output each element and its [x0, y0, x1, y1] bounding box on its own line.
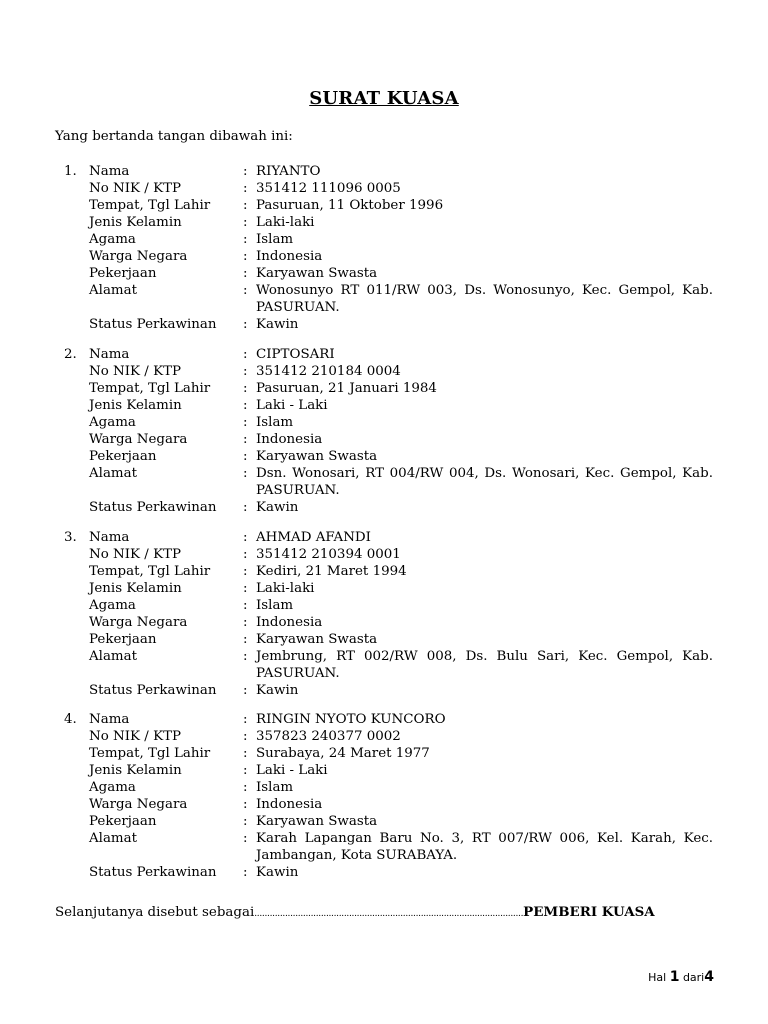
field-label-status: Status Perkawinan — [89, 317, 217, 332]
field-row-nik — [0, 363, 768, 380]
field-row-nama — [0, 529, 768, 546]
field-row-alamat — [0, 465, 768, 499]
field-colon: : — [243, 831, 248, 846]
field-colon: : — [243, 215, 248, 230]
field-row-nama — [0, 711, 768, 728]
field-row-alamat — [0, 648, 768, 682]
field-label-ttl: Tempat, Tgl Lahir — [89, 381, 211, 396]
field-value-pekerjaan: Karyawan Swasta — [256, 814, 378, 829]
field-label-agama: Agama — [89, 232, 136, 247]
person-number: 1. — [64, 164, 77, 179]
field-colon: : — [243, 763, 248, 778]
field-row-wn — [0, 796, 768, 813]
field-value-alamat: Karah Lapangan Baru No. 3, RT 007/RW 006, Kel. Karah, Kec. Jambangan, Kota SURABAYA. — [256, 831, 713, 863]
field-row-nama — [0, 163, 768, 180]
field-value-nama: AHMAD AFANDI — [256, 530, 371, 545]
field-label-alamat: Alamat — [89, 283, 137, 298]
field-row-status — [0, 499, 768, 516]
field-colon: : — [243, 466, 248, 481]
field-colon: : — [243, 729, 248, 744]
document-title: SURAT KUASA — [309, 88, 459, 109]
field-row-nama — [0, 346, 768, 363]
field-value-jk: Laki-laki — [256, 215, 315, 230]
field-value-nik: 357823 240377 0002 — [256, 729, 401, 744]
field-value-status: Kawin — [256, 865, 299, 880]
field-label-status: Status Perkawinan — [89, 865, 217, 880]
field-row-jk — [0, 397, 768, 414]
pemberi-kuasa-label: PEMBERI KUASA — [523, 904, 655, 920]
field-value-jk: Laki - Laki — [256, 763, 328, 778]
field-row-ttl — [0, 745, 768, 762]
field-label-nik: No NIK / KTP — [89, 181, 182, 196]
field-colon: : — [243, 317, 248, 332]
field-colon: : — [243, 249, 248, 264]
field-label-alamat: Alamat — [89, 831, 137, 846]
field-value-nama: RINGIN NYOTO KUNCORO — [256, 712, 446, 727]
field-value-jk: Laki - Laki — [256, 398, 328, 413]
field-colon: : — [243, 364, 248, 379]
field-colon: : — [243, 581, 248, 596]
field-value-pekerjaan: Karyawan Swasta — [256, 632, 378, 647]
field-colon: : — [243, 615, 248, 630]
field-label-pekerjaan: Pekerjaan — [89, 449, 157, 464]
field-row-alamat — [0, 830, 768, 864]
field-label-pekerjaan: Pekerjaan — [89, 814, 157, 829]
person-number: 4. — [64, 712, 77, 727]
field-row-alamat — [0, 282, 768, 316]
field-label-nama: Nama — [89, 347, 130, 362]
field-value-alamat: Dsn. Wonosari, RT 004/RW 004, Ds. Wonosari, Kec. Gempol, Kab. PASURUAN. — [256, 466, 713, 498]
field-value-agama: Islam — [256, 598, 294, 613]
intro-text: Yang bertanda tangan dibawah ini: — [55, 129, 293, 144]
field-value-wn: Indonesia — [256, 432, 323, 447]
field-label-wn: Warga Negara — [89, 432, 188, 447]
field-label-agama: Agama — [89, 598, 136, 613]
field-colon: : — [243, 649, 248, 664]
field-value-ttl: Pasuruan, 21 Januari 1984 — [256, 381, 437, 396]
person-block — [0, 346, 768, 516]
field-colon: : — [243, 415, 248, 430]
field-value-agama: Islam — [256, 232, 294, 247]
field-value-nama: RIYANTO — [256, 164, 321, 179]
field-colon: : — [243, 712, 248, 727]
field-label-jk: Jenis Kelamin — [89, 763, 182, 778]
field-colon: : — [243, 683, 248, 698]
field-colon: : — [243, 164, 248, 179]
field-row-pekerjaan — [0, 265, 768, 282]
field-colon: : — [243, 530, 248, 545]
field-colon: : — [243, 432, 248, 447]
field-row-status — [0, 316, 768, 333]
field-label-nik: No NIK / KTP — [89, 729, 182, 744]
field-value-ttl: Surabaya, 24 Maret 1977 — [256, 746, 430, 761]
field-value-status: Kawin — [256, 683, 299, 698]
field-colon: : — [243, 232, 248, 247]
field-colon: : — [243, 283, 248, 298]
field-row-pekerjaan — [0, 631, 768, 648]
field-label-ttl: Tempat, Tgl Lahir — [89, 746, 211, 761]
page-number — [648, 969, 714, 985]
field-label-wn: Warga Negara — [89, 615, 188, 630]
field-row-ttl — [0, 380, 768, 397]
field-colon: : — [243, 449, 248, 464]
field-label-wn: Warga Negara — [89, 249, 188, 264]
field-row-nik — [0, 546, 768, 563]
field-label-nik: No NIK / KTP — [89, 364, 182, 379]
field-colon: : — [243, 266, 248, 281]
field-colon: : — [243, 181, 248, 196]
field-value-wn: Indonesia — [256, 615, 323, 630]
person-number: 2. — [64, 347, 77, 362]
field-row-nik — [0, 180, 768, 197]
field-label-agama: Agama — [89, 780, 136, 795]
field-colon: : — [243, 198, 248, 213]
person-block — [0, 163, 768, 333]
field-row-status — [0, 682, 768, 699]
field-label-jk: Jenis Kelamin — [89, 581, 182, 596]
field-value-ttl: Kediri, 21 Maret 1994 — [256, 564, 407, 579]
field-label-nama: Nama — [89, 530, 130, 545]
field-colon: : — [243, 381, 248, 396]
field-colon: : — [243, 347, 248, 362]
field-label-agama: Agama — [89, 415, 136, 430]
field-row-agama — [0, 597, 768, 614]
field-row-ttl — [0, 197, 768, 214]
dari-label: dari — [682, 971, 705, 984]
field-colon: : — [243, 814, 248, 829]
field-value-nik: 351412 210184 0004 — [256, 364, 401, 379]
field-row-agama — [0, 414, 768, 431]
field-label-alamat: Alamat — [89, 649, 137, 664]
field-row-agama — [0, 231, 768, 248]
field-value-alamat: Jembrung, RT 002/RW 008, Ds. Bulu Sari, Kec. Gempol, Kab. PASURUAN. — [256, 649, 713, 681]
current-page: 1 — [669, 969, 680, 985]
field-row-pekerjaan — [0, 448, 768, 465]
field-row-jk — [0, 214, 768, 231]
field-value-alamat: Wonosunyo RT 011/RW 003, Ds. Wonosunyo, Kec. Gempol, Kab. PASURUAN. — [256, 283, 713, 315]
field-label-jk: Jenis Kelamin — [89, 215, 182, 230]
field-colon: : — [243, 564, 248, 579]
field-colon: : — [243, 865, 248, 880]
field-label-status: Status Perkawinan — [89, 683, 217, 698]
field-value-ttl: Pasuruan, 11 Oktober 1996 — [256, 198, 444, 213]
total-pages: 4 — [704, 969, 714, 985]
field-row-pekerjaan — [0, 813, 768, 830]
field-label-ttl: Tempat, Tgl Lahir — [89, 198, 211, 213]
field-colon: : — [243, 500, 248, 515]
field-colon: : — [243, 797, 248, 812]
field-row-wn — [0, 431, 768, 448]
field-label-nama: Nama — [89, 712, 130, 727]
field-value-pekerjaan: Karyawan Swasta — [256, 449, 378, 464]
person-block — [0, 711, 768, 881]
closing-line — [55, 904, 715, 920]
field-label-pekerjaan: Pekerjaan — [89, 266, 157, 281]
field-value-jk: Laki-laki — [256, 581, 315, 596]
field-row-jk — [0, 762, 768, 779]
field-colon: : — [243, 746, 248, 761]
field-label-alamat: Alamat — [89, 466, 137, 481]
field-row-wn — [0, 614, 768, 631]
field-colon: : — [243, 632, 248, 647]
field-label-wn: Warga Negara — [89, 797, 188, 812]
field-row-wn — [0, 248, 768, 265]
field-label-pekerjaan: Pekerjaan — [89, 632, 157, 647]
field-colon: : — [243, 780, 248, 795]
field-colon: : — [243, 547, 248, 562]
field-label-status: Status Perkawinan — [89, 500, 217, 515]
field-value-agama: Islam — [256, 780, 294, 795]
person-number: 3. — [64, 530, 77, 545]
field-label-nik: No NIK / KTP — [89, 547, 182, 562]
field-value-agama: Islam — [256, 415, 294, 430]
field-value-pekerjaan: Karyawan Swasta — [256, 266, 378, 281]
closing-text: Selanjutanya disebut sebagai — [55, 905, 255, 920]
field-value-nik: 351412 210394 0001 — [256, 547, 401, 562]
field-row-status — [0, 864, 768, 881]
field-row-jk — [0, 580, 768, 597]
field-value-status: Kawin — [256, 317, 299, 332]
closing-dots: ......................................................................................................... — [254, 909, 524, 919]
field-row-nik — [0, 728, 768, 745]
field-value-status: Kawin — [256, 500, 299, 515]
field-value-wn: Indonesia — [256, 249, 323, 264]
field-label-nama: Nama — [89, 164, 130, 179]
hal-label: Hal — [648, 971, 667, 984]
field-label-ttl: Tempat, Tgl Lahir — [89, 564, 211, 579]
person-block — [0, 529, 768, 699]
field-colon: : — [243, 598, 248, 613]
field-label-jk: Jenis Kelamin — [89, 398, 182, 413]
field-colon: : — [243, 398, 248, 413]
field-row-ttl — [0, 563, 768, 580]
field-value-nama: CIPTOSARI — [256, 347, 335, 362]
field-value-nik: 351412 111096 0005 — [256, 181, 401, 196]
field-row-agama — [0, 779, 768, 796]
field-value-wn: Indonesia — [256, 797, 323, 812]
